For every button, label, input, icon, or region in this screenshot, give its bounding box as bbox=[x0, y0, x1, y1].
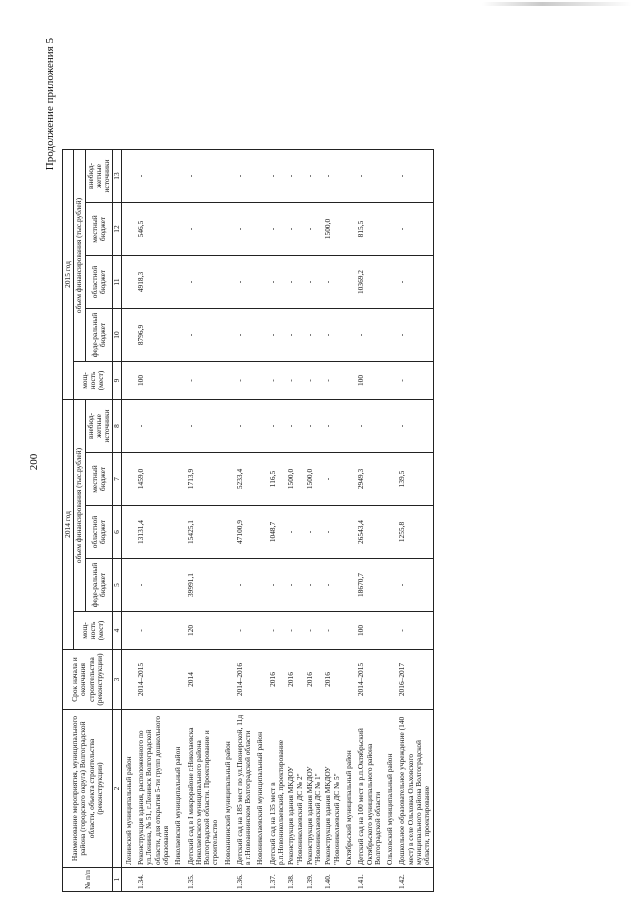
cell-local-2014: 1459,0 bbox=[136, 453, 171, 506]
cell-local-2015: 546,5 bbox=[136, 203, 171, 256]
cell-empty bbox=[342, 362, 356, 400]
header-year-2015: 2015 год bbox=[63, 150, 74, 400]
cell-empty bbox=[121, 400, 136, 453]
cell-federal-2015: - bbox=[323, 309, 342, 362]
cell-empty bbox=[342, 453, 356, 506]
cell-extra-2014: - bbox=[397, 400, 433, 453]
cell-empty bbox=[171, 203, 185, 256]
cell-empty bbox=[121, 506, 136, 559]
cell-empty bbox=[342, 400, 356, 453]
cell-empty bbox=[383, 612, 397, 650]
cell-federal-2014: - bbox=[268, 559, 287, 612]
cell-term bbox=[253, 650, 267, 710]
cell-extra-2014: - bbox=[323, 400, 342, 453]
cell-empty bbox=[171, 612, 185, 650]
cell-regional-2015: - bbox=[397, 256, 433, 309]
cell-regional-2015: 10369,2 bbox=[356, 256, 383, 309]
header-local-2015: местный бюджет bbox=[85, 203, 113, 256]
cell-empty bbox=[253, 256, 267, 309]
item-term: 2016 bbox=[286, 650, 305, 710]
item-name: Дошкольное образовательное учреждение (140 мест) в селе Ольховка Ольховского муниципального района Волгоградской области, проектирование bbox=[397, 710, 433, 868]
cell-local-2015: - bbox=[235, 203, 254, 256]
cell-federal-2015: - bbox=[397, 309, 433, 362]
cell-extra-2014: - bbox=[268, 400, 287, 453]
cell-federal-2014: 39991,1 bbox=[186, 559, 221, 612]
cell-empty bbox=[342, 559, 356, 612]
cell-empty bbox=[121, 559, 136, 612]
item-name: Детский сад на 185 мест по ул.Пионерской, 11д в г.Новоаннинском Волгоградской области bbox=[235, 710, 254, 868]
cell-regional-2015: 4918,3 bbox=[136, 256, 171, 309]
cell-empty bbox=[171, 362, 185, 400]
cell-extra-2014: - bbox=[356, 400, 383, 453]
rotated-content bbox=[20, 32, 620, 892]
cell-capacity-2014: - bbox=[268, 612, 287, 650]
cell-federal-2014: - bbox=[397, 559, 433, 612]
item-term: 2014–2016 bbox=[235, 650, 254, 710]
cell-extra-2015: - bbox=[235, 150, 254, 203]
header-extra-2015: внебюд-жетные источники bbox=[85, 150, 113, 203]
cell-regional-2015: - bbox=[286, 256, 305, 309]
cell-local-2015: - bbox=[268, 203, 287, 256]
cell-local-2015: - bbox=[286, 203, 305, 256]
cell-term bbox=[171, 650, 185, 710]
cell-capacity-2014: - bbox=[286, 612, 305, 650]
column-number: 8 bbox=[113, 400, 121, 453]
cell-empty bbox=[383, 453, 397, 506]
table-body bbox=[121, 150, 433, 892]
cell-regional-2014: 47100,9 bbox=[235, 506, 254, 559]
cell-empty bbox=[221, 559, 235, 612]
cell-empty bbox=[253, 150, 267, 203]
cell-empty bbox=[171, 453, 185, 506]
header-federal-2015: феде-ральный бюджет bbox=[85, 309, 113, 362]
cell-regional-2014: 1048,7 bbox=[268, 506, 287, 559]
cell-empty bbox=[121, 150, 136, 203]
cell-empty bbox=[121, 203, 136, 256]
cell-local-2014: 1713,9 bbox=[186, 453, 221, 506]
scan-artifact bbox=[482, 2, 632, 6]
cell-federal-2014: - bbox=[136, 559, 171, 612]
column-number: 10 bbox=[113, 309, 121, 362]
cell-regional-2014: 26543,4 bbox=[356, 506, 383, 559]
cell-empty bbox=[342, 150, 356, 203]
cell-extra-2015: - bbox=[323, 150, 342, 203]
cell-extra-2014: - bbox=[286, 400, 305, 453]
cell-regional-2014: - bbox=[286, 506, 305, 559]
cell-extra-2015: - bbox=[356, 150, 383, 203]
cell-empty bbox=[171, 400, 185, 453]
item-name: Реконструкция здания МКДОУ "Новониколаевский ДС № 1" bbox=[305, 710, 324, 868]
cell-federal-2014: - bbox=[305, 559, 324, 612]
cell-federal-2014: - bbox=[323, 559, 342, 612]
cell-empty bbox=[221, 203, 235, 256]
cell-regional-2014: 13131,4 bbox=[136, 506, 171, 559]
region-row bbox=[121, 150, 136, 892]
region-row bbox=[171, 150, 185, 892]
cell-empty bbox=[383, 362, 397, 400]
column-number: 6 bbox=[113, 506, 121, 559]
cell-extra-2015: - bbox=[186, 150, 221, 203]
header-local-2014: местный бюджет bbox=[85, 453, 113, 506]
cell-empty bbox=[383, 256, 397, 309]
table-row bbox=[136, 150, 171, 892]
item-number: 1.40. bbox=[323, 868, 342, 892]
cell-extra-2014: - bbox=[305, 400, 324, 453]
cell-empty bbox=[253, 400, 267, 453]
cell-empty bbox=[383, 506, 397, 559]
region-name: Новоаннинский муниципальный район bbox=[221, 710, 235, 868]
region-name: Октябрьский муниципальный район bbox=[342, 710, 356, 868]
cell-capacity-2015: - bbox=[235, 362, 254, 400]
column-number: 7 bbox=[113, 453, 121, 506]
cell-federal-2015: - bbox=[186, 309, 221, 362]
item-term: 2014–2015 bbox=[356, 650, 383, 710]
region-row bbox=[383, 150, 397, 892]
cell-empty bbox=[253, 453, 267, 506]
column-number: 11 bbox=[113, 256, 121, 309]
cell-capacity-2014: - bbox=[305, 612, 324, 650]
region-name: Ленинский муниципальный район bbox=[121, 710, 136, 868]
table-row bbox=[235, 150, 254, 892]
region-row bbox=[221, 150, 235, 892]
cell-empty bbox=[342, 612, 356, 650]
header-year-2014: 2014 год bbox=[63, 400, 74, 650]
header-funding-2015: объем финансирования (тыс.рублей) bbox=[74, 150, 85, 362]
region-row bbox=[342, 150, 356, 892]
cell-federal-2015: - bbox=[305, 309, 324, 362]
column-number: 9 bbox=[113, 362, 121, 400]
cell-empty bbox=[253, 506, 267, 559]
cell-empty bbox=[121, 453, 136, 506]
cell-federal-2015: - bbox=[235, 309, 254, 362]
cell-capacity-2015: - bbox=[286, 362, 305, 400]
cell-capacity-2014: 120 bbox=[186, 612, 221, 650]
cell-empty bbox=[171, 309, 185, 362]
cell-empty bbox=[253, 559, 267, 612]
cell-empty bbox=[171, 506, 185, 559]
item-term: 2016 bbox=[268, 650, 287, 710]
region-row bbox=[253, 150, 267, 892]
item-name: Реконструкция здания МКДОУ "Новониколаевский ДС № 5" bbox=[323, 710, 342, 868]
item-number: 1.38. bbox=[286, 868, 305, 892]
cell-local-2014: 139,5 bbox=[397, 453, 433, 506]
cell-regional-2015: - bbox=[305, 256, 324, 309]
cell-empty bbox=[253, 309, 267, 362]
item-term: 2014–2015 bbox=[136, 650, 171, 710]
cell-empty bbox=[253, 612, 267, 650]
cell-no bbox=[253, 868, 267, 892]
item-term: 2016–2017 bbox=[397, 650, 433, 710]
header-funding-2014: объем финансирования (тыс.рублей) bbox=[74, 400, 85, 612]
column-number: 1 bbox=[113, 868, 121, 892]
region-name: Ольховский муниципальный район bbox=[383, 710, 397, 868]
cell-capacity-2015: - bbox=[268, 362, 287, 400]
header-name: Наименование мероприятия, муниципального района (городского округа) Волгоградской области, объекта строительства (реконструкции) bbox=[63, 710, 113, 868]
column-number-row bbox=[113, 150, 121, 892]
cell-empty bbox=[171, 256, 185, 309]
table-row bbox=[186, 150, 221, 892]
region-name: Николаевский муниципальный район bbox=[171, 710, 185, 868]
cell-empty bbox=[253, 362, 267, 400]
cell-empty bbox=[221, 612, 235, 650]
cell-no bbox=[342, 868, 356, 892]
cell-local-2014: 5233,4 bbox=[235, 453, 254, 506]
cell-capacity-2014: - bbox=[397, 612, 433, 650]
header-federal-2014: феде-ральный бюджет bbox=[85, 559, 113, 612]
cell-empty bbox=[383, 309, 397, 362]
cell-regional-2015: - bbox=[235, 256, 254, 309]
item-name: Детский сад на 135 мест в р.п.Новониколаевский, проектирование bbox=[268, 710, 287, 868]
column-number: 2 bbox=[113, 710, 121, 868]
cell-empty bbox=[342, 256, 356, 309]
cell-extra-2015: - bbox=[136, 150, 171, 203]
cell-empty bbox=[221, 256, 235, 309]
cell-extra-2015: - bbox=[305, 150, 324, 203]
cell-capacity-2015: - bbox=[305, 362, 324, 400]
cell-extra-2015: - bbox=[286, 150, 305, 203]
table-row bbox=[286, 150, 305, 892]
cell-extra-2014: - bbox=[186, 400, 221, 453]
cell-empty bbox=[221, 362, 235, 400]
cell-empty bbox=[221, 506, 235, 559]
cell-local-2015: - bbox=[397, 203, 433, 256]
cell-capacity-2015: 100 bbox=[356, 362, 383, 400]
item-number: 1.37. bbox=[268, 868, 287, 892]
page-number: 200 bbox=[28, 453, 40, 471]
cell-empty bbox=[383, 400, 397, 453]
cell-term bbox=[342, 650, 356, 710]
header-term: Срок начала и окончания строительства (реконструкции) bbox=[63, 650, 113, 710]
cell-federal-2015: 8796,9 bbox=[136, 309, 171, 362]
continuation-label: Продолжение приложения 5 bbox=[44, 38, 56, 171]
cell-empty bbox=[121, 612, 136, 650]
header-capacity-2014: мощ-ность (мест) bbox=[74, 612, 113, 650]
cell-local-2015: 815,5 bbox=[356, 203, 383, 256]
column-number: 12 bbox=[113, 203, 121, 256]
cell-empty bbox=[171, 559, 185, 612]
item-number: 1.34. bbox=[136, 868, 171, 892]
cell-capacity-2015: 100 bbox=[136, 362, 171, 400]
cell-capacity-2014: - bbox=[323, 612, 342, 650]
cell-term bbox=[121, 650, 136, 710]
cell-capacity-2015: - bbox=[323, 362, 342, 400]
cell-local-2014: 2949,3 bbox=[356, 453, 383, 506]
cell-empty bbox=[221, 309, 235, 362]
table-row bbox=[356, 150, 383, 892]
cell-regional-2015: - bbox=[268, 256, 287, 309]
item-term: 2016 bbox=[305, 650, 324, 710]
column-number: 4 bbox=[113, 612, 121, 650]
header-no: № п/п bbox=[63, 868, 113, 892]
cell-regional-2014: 15425,1 bbox=[186, 506, 221, 559]
column-number: 3 bbox=[113, 650, 121, 710]
cell-empty bbox=[342, 506, 356, 559]
cell-no bbox=[121, 868, 136, 892]
cell-regional-2015: - bbox=[323, 256, 342, 309]
header-regional-2015: областной бюджет bbox=[85, 256, 113, 309]
cell-empty bbox=[121, 309, 136, 362]
cell-empty bbox=[221, 400, 235, 453]
table-row bbox=[323, 150, 342, 892]
cell-federal-2015: - bbox=[286, 309, 305, 362]
item-name: Реконструкция здания, расположенного по ул.Ленина, № 51, г.Ленинск Волгоградской области, для открытия 5-ти групп дошкольного образования bbox=[136, 710, 171, 868]
header-capacity-2015: мощ-ность (мест) bbox=[74, 362, 113, 400]
cell-capacity-2015: - bbox=[397, 362, 433, 400]
column-number: 13 bbox=[113, 150, 121, 203]
cell-empty bbox=[121, 256, 136, 309]
cell-local-2014: - bbox=[323, 453, 342, 506]
header-extra-2014: внебюд-жетные источники bbox=[85, 400, 113, 453]
cell-term bbox=[221, 650, 235, 710]
cell-extra-2014: - bbox=[235, 400, 254, 453]
item-name: Детский сад на 100 мест в р.п.Октябрьский Октябрьского муниципального района Волгоградской области bbox=[356, 710, 383, 868]
table-row bbox=[397, 150, 433, 892]
item-number: 1.42. bbox=[397, 868, 433, 892]
cell-federal-2015: - bbox=[268, 309, 287, 362]
cell-no bbox=[171, 868, 185, 892]
cell-local-2015: 1500,0 bbox=[323, 203, 342, 256]
item-term: 2014 bbox=[186, 650, 221, 710]
cell-federal-2014: - bbox=[235, 559, 254, 612]
table-row bbox=[305, 150, 324, 892]
cell-extra-2014: - bbox=[136, 400, 171, 453]
table-row bbox=[268, 150, 287, 892]
investment-table bbox=[62, 149, 434, 892]
cell-empty bbox=[383, 559, 397, 612]
item-number: 1.39. bbox=[305, 868, 324, 892]
cell-federal-2014: - bbox=[286, 559, 305, 612]
cell-regional-2014: - bbox=[305, 506, 324, 559]
cell-capacity-2014: - bbox=[235, 612, 254, 650]
cell-empty bbox=[171, 150, 185, 203]
cell-empty bbox=[383, 150, 397, 203]
column-number: 5 bbox=[113, 559, 121, 612]
cell-local-2014: 116,5 bbox=[268, 453, 287, 506]
item-name: Реконструкция здания МКДОУ "Новониколаевский ДС № 2" bbox=[286, 710, 305, 868]
cell-capacity-2014: - bbox=[136, 612, 171, 650]
cell-local-2014: 1500,0 bbox=[305, 453, 324, 506]
cell-empty bbox=[221, 150, 235, 203]
cell-empty bbox=[383, 203, 397, 256]
header-regional-2014: областной бюджет bbox=[85, 506, 113, 559]
cell-empty bbox=[221, 453, 235, 506]
item-name: Детский сад в I микрорайоне г.Николаевска Николаевского муниципального района Волгоградской области. Проектирование и строительство bbox=[186, 710, 221, 868]
item-number: 1.36. bbox=[235, 868, 254, 892]
cell-empty bbox=[342, 309, 356, 362]
cell-regional-2014: - bbox=[323, 506, 342, 559]
cell-regional-2014: 1255,8 bbox=[397, 506, 433, 559]
cell-capacity-2015: - bbox=[186, 362, 221, 400]
cell-empty bbox=[253, 203, 267, 256]
region-name: Новониколаевский муниципальный район bbox=[253, 710, 267, 868]
cell-term bbox=[383, 650, 397, 710]
cell-local-2015: - bbox=[305, 203, 324, 256]
cell-extra-2015: - bbox=[268, 150, 287, 203]
cell-federal-2015: - bbox=[356, 309, 383, 362]
cell-empty bbox=[121, 362, 136, 400]
cell-federal-2014: 18670,7 bbox=[356, 559, 383, 612]
cell-empty bbox=[342, 203, 356, 256]
item-number: 1.41. bbox=[356, 868, 383, 892]
cell-local-2014: 1500,0 bbox=[286, 453, 305, 506]
cell-extra-2015: - bbox=[397, 150, 433, 203]
cell-no bbox=[383, 868, 397, 892]
item-term: 2016 bbox=[323, 650, 342, 710]
item-number: 1.35. bbox=[186, 868, 221, 892]
cell-local-2015: - bbox=[186, 203, 221, 256]
cell-no bbox=[221, 868, 235, 892]
cell-regional-2015: - bbox=[186, 256, 221, 309]
cell-capacity-2014: 100 bbox=[356, 612, 383, 650]
